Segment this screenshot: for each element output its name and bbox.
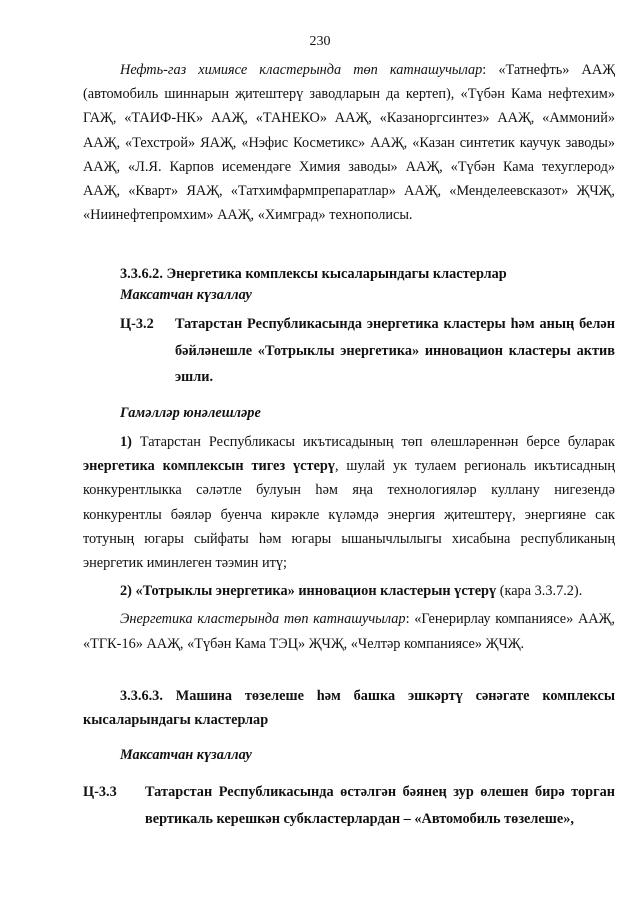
intro-text: : «Татнефть» ААҖ (автомобиль шиннарын җитештерү заводларын да кертеп), «Түбән Кама нефтехим» ГАҖ, «ТАИФ-НК» ААҖ, «ТАНЕКО» ААҖ, «Казаноргсинтез» ААҖ, «Аммоний» ААҖ, «Техстрой» ЯАҖ, «Нэфис Косметикс» ААҖ, «Казан синтетик каучук заводы» ААҖ, «Л.Я. Карпов исемендәге Химия заводы» ААҖ, «Түбән Кама техуглерод» ААҖ, «Кварт» ЯАҖ, «Татхимфармпрепаратлар» ААҖ, «Менделеевсказот» ҖЧҖ, «Ниинефтепромхим» ААҖ, «Химград» технополисы. <box>83 62 615 224</box>
direction-item-1: 1) Татарстан Республикасы икътисадының төп өлешләреннән берсе буларак энергетика комплексын тигез үстерү, шулай ук тулаем региональ икътисадның конкурентлыкка сәләтле булуын һәм яңа технологияләр куллану нигезендә конкурентлы бәяләр буенча кирәкле күләмдә энергия җитештерү, энергияне сак тотуның югары сыйфаты һәм югары ышанычлылыгы хисабына республиканың энергетик иминлеген тәэмин итү; <box>83 434 615 572</box>
direction-item-2: 2) «Тотрыклы энергетика» инновацион кластерын үстерү (кара 3.3.7.2). <box>120 583 583 600</box>
page-number: 230 <box>309 34 331 49</box>
section-3363-code-text: Татарстан Республикасында өстәлгән бәянең зур өлешен бирә торган вертикаль керешкән субкластерлардан – «Автомобиль төзелеше», <box>145 784 615 827</box>
section-3362-code: Ц-3.2 <box>120 316 154 332</box>
section-3362-directions-label: Гамәлләр юнәлешләре <box>120 405 261 421</box>
section-3362-goal-label: Максатчан күзаллау <box>120 287 252 303</box>
intro-paragraph <box>83 58 615 227</box>
section-3363-code: Ц-3.3 <box>83 784 117 800</box>
section-3363-heading-wrap <box>83 684 615 732</box>
energy-participants: Энергетика кластерында төп катнашучылар: «Генерирлау компаниясе» ААҖ, «ТГК-16» ААҖ, «Түбән Кама ТЭЦ» ҖЧҖ, «Челтәр компаниясе» ҖЧҖ. <box>83 611 615 652</box>
intro-lead: Нефть-газ химиясе кластерында төп катнашучылар <box>120 62 483 78</box>
section-3363-goal-label: Максатчан күзаллау <box>120 747 252 763</box>
section-3362-items <box>83 430 615 656</box>
section-3362-code-text: Татарстан Республикасында энергетика кластеры һәм аның белән бәйләнешле «Тотрыклы энергетика» инновацион кластеры актив эшли. <box>175 316 615 385</box>
section-3363-heading: 3.3.6.3. Машина төзелеше һәм башка эшкәртү сәнәгате комплексы кысаларындагы кластерлар <box>83 688 615 729</box>
section-3362-heading: 3.3.6.2. Энергетика комплексы кысаларындагы кластерлар <box>120 266 507 282</box>
